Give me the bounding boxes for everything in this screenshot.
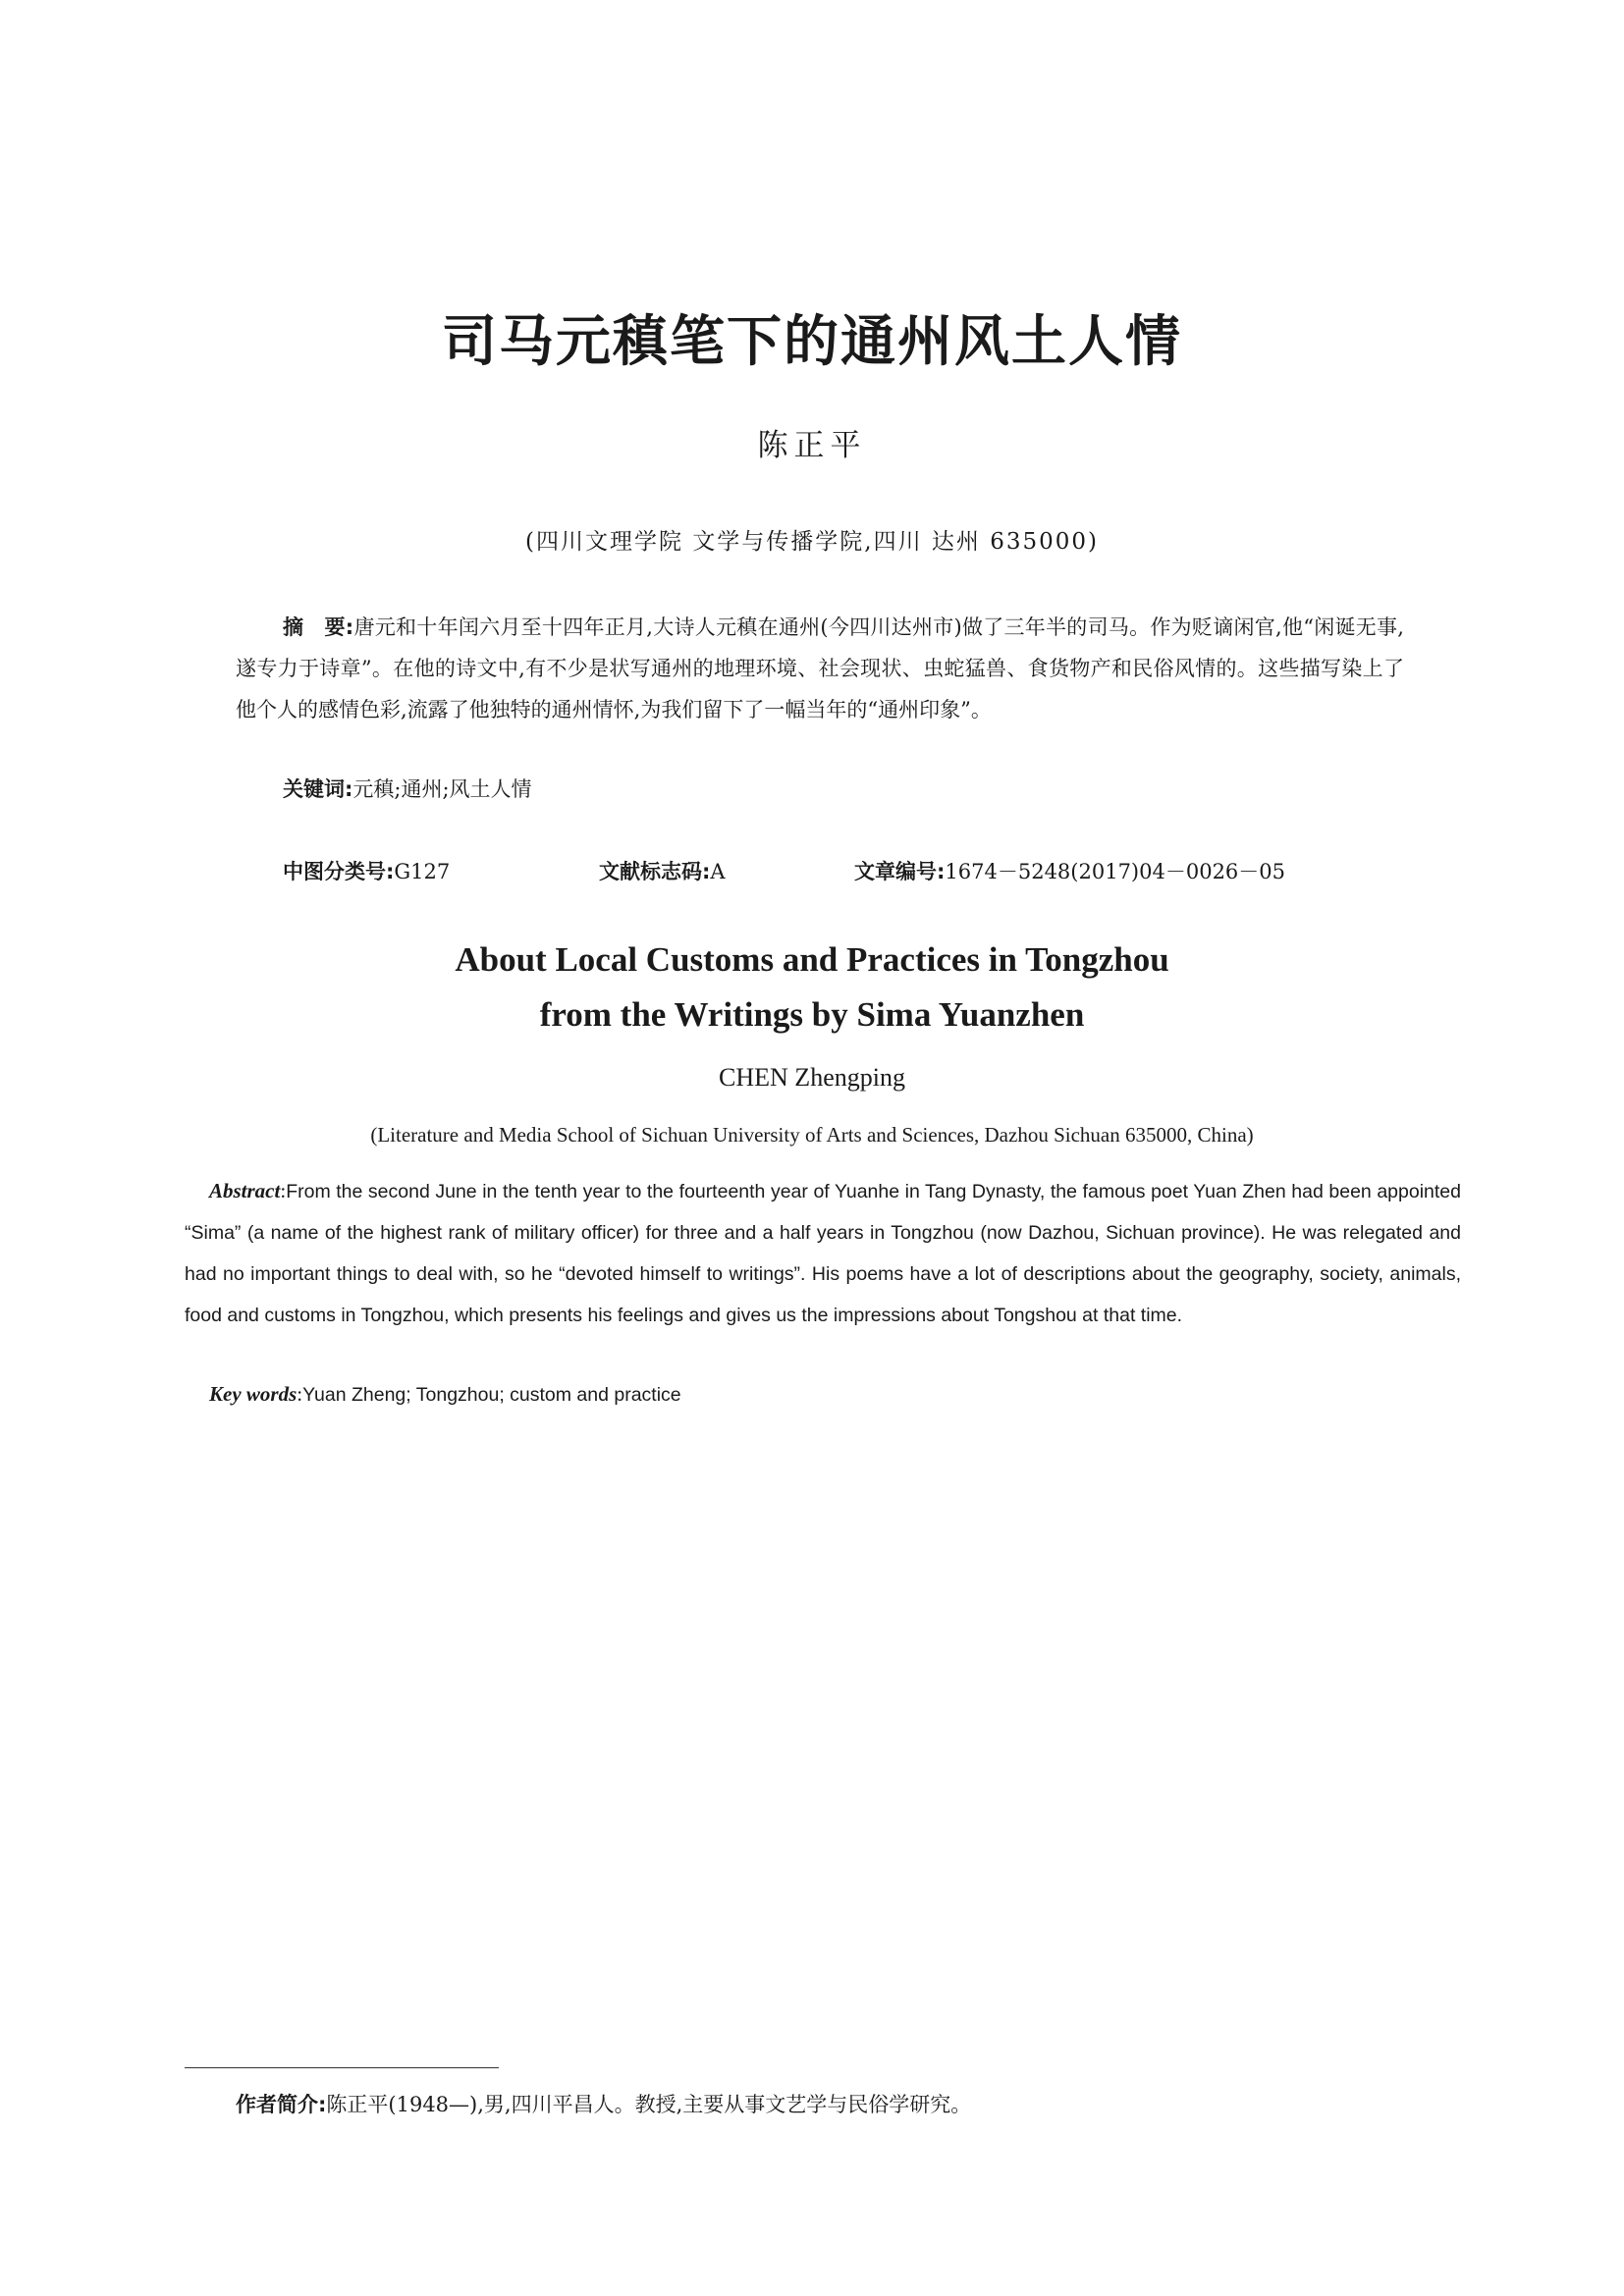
document-code-value: A	[710, 860, 726, 883]
chinese-abstract-text: 唐元和十年闰六月至十四年正月,大诗人元稹在通州(今四川达州市)做了三年半的司马。作为贬谪闲官,他“闲诞无事,遂专力于诗章”。在他的诗文中,有不少是状写通州的地理环境、社会现状、虫蛇猛兽、食货物产和民俗风情的。这些描写染上了他个人的感情色彩,流露了他独特的通州情怀,为我们留下了一幅当年的“通州印象”。	[236, 615, 1404, 721]
article-number-label: 文章编号:	[854, 860, 946, 883]
english-title	[0, 933, 1624, 1042]
english-abstract-text: From the second June in the tenth year to the fourteenth year of Yuanhe in Tang Dynasty, the famous poet Yuan Zhen had been appointed “Sima” (a name of the highest rank of military officer) for three and a half years in Tongzhou (now Dazhou, Sichuan province). He was relegated and had no important things to deal with, so he “devoted himself to writings”. His poems have a lot of descriptions about the geography, society, animals, food and customs in Tongzhou, which presents his feelings and gives us the impressions about Tongshou at that time.	[185, 1181, 1461, 1326]
chinese-abstract	[236, 607, 1404, 730]
english-keywords-separator: :	[297, 1382, 303, 1406]
chinese-abstract-label: 摘 要:	[283, 615, 354, 639]
author-footnote	[236, 2087, 1414, 2122]
english-abstract	[185, 1171, 1461, 1336]
english-keywords	[209, 1376, 1387, 1413]
classification-number-value: G127	[394, 860, 451, 883]
author-footnote-label: 作者简介:	[236, 2093, 327, 2116]
english-abstract-label: Abstract	[209, 1179, 281, 1202]
document-code	[599, 854, 726, 889]
chinese-affiliation: (四川文理学院 文学与传播学院,四川 达州 635000)	[525, 529, 1099, 555]
chinese-keywords-text: 元稹;通州;风土人情	[352, 777, 532, 801]
author-footnote-text: 陈正平(1948—),男,四川平昌人。教授,主要从事文艺学与民俗学研究。	[326, 2093, 972, 2116]
footnote-divider	[185, 2067, 499, 2068]
english-title-line-2: from the Writings by Sima Yuanzhen	[539, 995, 1085, 1034]
english-keywords-text: Yuan Zheng; Tongzhou; custom and practice	[302, 1384, 681, 1406]
chinese-keywords-label: 关键词:	[283, 777, 353, 801]
article-number-value: 1674－5248(2017)04－0026－05	[945, 860, 1286, 883]
document-code-label: 文献标志码:	[599, 860, 711, 883]
english-affiliation: (Literature and Media School of Sichuan University of Arts and Sciences, Dazhou Sichuan 635000, China)	[370, 1123, 1254, 1147]
classification-number-label: 中图分类号:	[283, 860, 395, 883]
english-author: CHEN Zhengping	[719, 1063, 905, 1092]
chinese-title: 司马元稹笔下的通州风土人情	[442, 309, 1182, 374]
chinese-keywords	[283, 772, 1363, 807]
english-abstract-separator: :	[280, 1179, 287, 1202]
english-keywords-label: Key words	[209, 1382, 298, 1406]
english-title-line-1: About Local Customs and Practices in Tongzhou	[455, 940, 1169, 979]
article-number	[854, 854, 1285, 889]
chinese-author: 陈正平	[757, 428, 867, 463]
classification-number	[283, 854, 450, 889]
classification-row	[283, 854, 1402, 889]
